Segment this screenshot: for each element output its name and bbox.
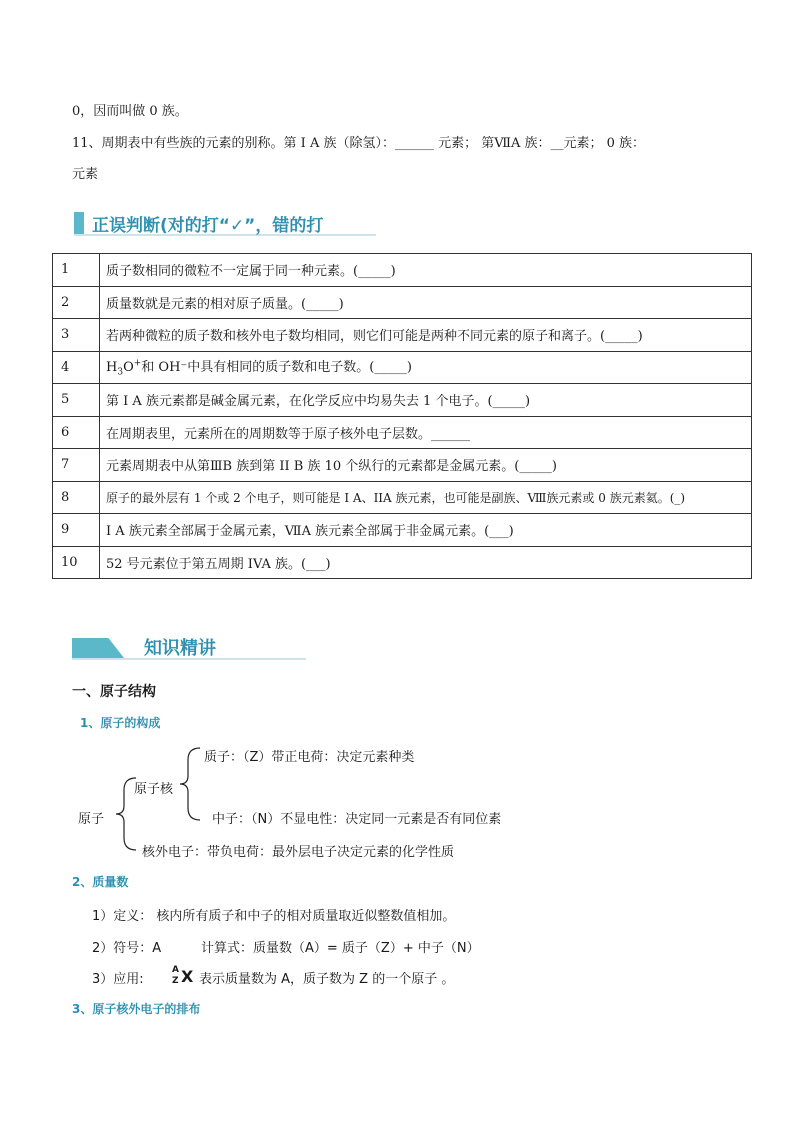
section-heading-atom-structure: 一、原子结构 — [72, 684, 156, 700]
row-number: 10 — [53, 546, 100, 579]
mass-number-symbol: 2）符号：A — [92, 941, 162, 956]
row-number: 4 — [53, 351, 100, 384]
subheading-atom-composition: 1、原子的构成 — [80, 716, 161, 730]
subheading-electron-arrangement: 3、原子核外电子的排布 — [72, 1002, 201, 1016]
knowledge-marker — [72, 638, 124, 658]
row-number: 1 — [53, 254, 100, 287]
intro-line-2: 11、周期表中有些族的元素的别称。第 I A 族（除氢）：______ 元素； 第ⅦA 族：__元素； 0 族： — [72, 136, 646, 151]
row-text: 若两种微粒的质子数和核外电子数均相同，则它们可能是两种不同元素的原子和离子。(_____) — [100, 319, 752, 352]
diagram-proton: 质子：（Z）带正电荷：决定元素种类 — [204, 750, 415, 765]
intro-line-1: 0，因而叫做 0 族。 — [72, 104, 188, 119]
judge-table — [52, 253, 752, 579]
diagram-electron: 核外电子：带负电荷：最外层电子决定元素的化学性质 — [142, 845, 455, 860]
table-row — [53, 416, 752, 449]
row-text: 在周期表里，元素所在的周期数等于原子核外电子层数。______ — [100, 416, 752, 449]
row-text: 元素周期表中从第ⅢB 族到第 II B 族 10 个纵行的元素都是金属元素。(_____) — [100, 449, 752, 482]
mass-number-application-text: 表示质量数为 A，质子数为 Z 的一个原子 。 — [199, 972, 455, 987]
row-text: I A 族元素全部属于金属元素，ⅦA 族元素全部属于非金属元素。(___) — [100, 514, 752, 547]
diagram-atom: 原子 — [78, 812, 105, 827]
subheading-mass-number: 2、质量数 — [72, 875, 129, 889]
row-number: 3 — [53, 319, 100, 352]
mass-number-formula: 计算式：质量数（A）= 质子（Z）+ 中子（N） — [201, 941, 480, 956]
judge-section-title: 正误判断(对的打“✓”，错的打 — [92, 216, 324, 236]
diagram-neutron: 中子：（N）不显电性：决定同一元素是否有同位素 — [212, 812, 502, 827]
brace-nucleus — [176, 746, 204, 822]
row-text: 第 I A 族元素都是碱金属元素，在化学反应中均易失去 1 个电子。(_____) — [100, 384, 752, 417]
row-text: 质量数就是元素的相对原子质量。(_____) — [100, 286, 752, 319]
row-number: 5 — [53, 384, 100, 417]
table-row — [53, 546, 752, 579]
diagram-nucleus: 原子核 — [134, 782, 174, 797]
section-marker — [74, 212, 84, 234]
row-text: 原子的最外层有 1 个或 2 个电子，则可能是 I A、IIA 族元素，也可能是副族、Ⅷ族元素或 0 族元素氦。(_) — [100, 481, 752, 514]
row-text: 质子数相同的微粒不一定属于同一种元素。(_____) — [100, 254, 752, 287]
table-row — [53, 481, 752, 514]
row-number: 9 — [53, 514, 100, 547]
mass-number-definition: 1）定义： 核内所有质子和中子的相对质量取近似整数值相加。 — [92, 909, 456, 924]
row-number: 8 — [53, 481, 100, 514]
mass-number-application-label: 3）应用: — [92, 972, 144, 987]
nuclide-notation: A Z X — [172, 965, 194, 986]
table-row — [53, 286, 752, 319]
table-row — [53, 514, 752, 547]
table-row — [53, 449, 752, 482]
row-text: 52 号元素位于第五周期 IVA 族。(___) — [100, 546, 752, 579]
table-row — [53, 384, 752, 417]
intro-line-3: 元素 — [72, 167, 99, 182]
table-row — [53, 254, 752, 287]
table-row — [53, 319, 752, 352]
row-number: 6 — [53, 416, 100, 449]
row-number: 7 — [53, 449, 100, 482]
knowledge-title: 知识精讲 — [144, 638, 216, 659]
row-text: $H_3O^+$和 OH⁻中具有相同的质子数和电子数。(_____) — [100, 351, 752, 384]
row-number: 2 — [53, 286, 100, 319]
table-row — [53, 351, 752, 384]
